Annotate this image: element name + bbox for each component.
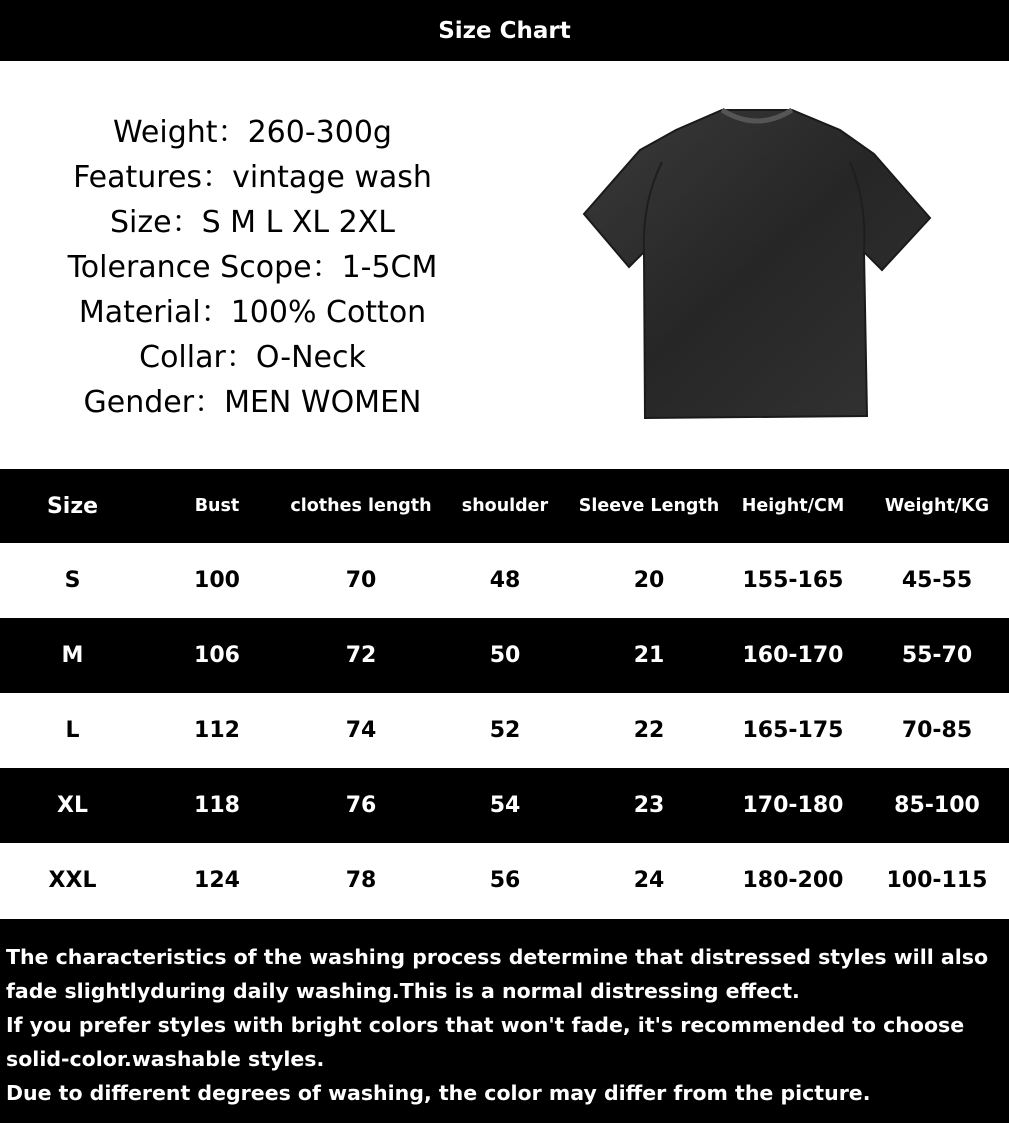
- table-cell: 78: [345, 868, 377, 893]
- spec-value: 260-300g: [247, 115, 392, 150]
- table-cell: 180-200: [742, 868, 844, 893]
- table-cell: 52: [489, 718, 521, 743]
- note-line: If you prefer styles with bright colors that won't fade, it's recommended to choose: [6, 1013, 965, 1037]
- note-line: The characteristics of the washing process determine that distressed styles will also: [6, 945, 989, 969]
- spec-value: 100% Cotton: [230, 295, 427, 330]
- spec-value: vintage wash: [232, 160, 432, 195]
- spec-label: Size：: [110, 205, 202, 240]
- table-header-row: [0, 469, 1009, 543]
- tshirt-icon: [582, 102, 932, 420]
- spec-weight: [113, 110, 392, 155]
- table-cell: XXL: [48, 868, 97, 893]
- spec-material: [79, 290, 426, 335]
- table-row: [0, 843, 1009, 918]
- spec-label: Material：: [78, 295, 231, 330]
- table-row: [0, 768, 1009, 843]
- table-cell: 124: [194, 868, 240, 893]
- table-cell: M: [61, 643, 84, 668]
- spec-value: O-Neck: [255, 340, 366, 375]
- table-cell: 72: [345, 643, 377, 668]
- spec-features: [73, 155, 432, 200]
- spec-label: Collar：: [139, 340, 256, 375]
- table-cell: 112: [194, 718, 240, 743]
- table-cell: 22: [633, 718, 665, 743]
- table-cell: 100-115: [886, 868, 988, 893]
- table-cell: 85-100: [894, 793, 980, 818]
- table-cell: 74: [345, 718, 377, 743]
- table-cell: 55-70: [901, 643, 973, 668]
- header-bar: [0, 0, 1009, 61]
- table-cell: 23: [633, 793, 665, 818]
- spec-list: [0, 110, 505, 425]
- table-cell: 170-180: [742, 793, 844, 818]
- table-cell: XL: [57, 793, 88, 818]
- spec-gender: [84, 380, 422, 425]
- spec-collar: [139, 335, 366, 380]
- header-cell: Bust: [194, 496, 240, 516]
- spec-label: Gender：: [83, 385, 225, 420]
- table-row: [0, 543, 1009, 618]
- spec-value: 1-5CM: [341, 250, 438, 285]
- table-cell: 100: [194, 568, 240, 593]
- table-row: [0, 618, 1009, 693]
- table-cell: 56: [489, 868, 521, 893]
- header-cell: clothes length: [290, 496, 432, 516]
- care-notes: [0, 919, 1009, 1123]
- table-cell: 70-85: [901, 718, 973, 743]
- table-cell: 24: [633, 868, 665, 893]
- header-cell: Height/CM: [741, 496, 845, 516]
- note-line: solid-color.washable styles.: [6, 1047, 325, 1071]
- table-cell: 118: [194, 793, 240, 818]
- spec-label: Features：: [73, 160, 233, 195]
- table-cell: 160-170: [742, 643, 844, 668]
- table-row: [0, 693, 1009, 768]
- spec-tolerance: [68, 245, 438, 290]
- table-cell: 70: [345, 568, 377, 593]
- header-cell: shoulder: [461, 496, 549, 516]
- table-cell: 165-175: [742, 718, 844, 743]
- size-table: [0, 469, 1009, 918]
- header-cell: Sleeve Length: [578, 496, 720, 516]
- table-cell: 20: [633, 568, 665, 593]
- table-cell: 21: [633, 643, 665, 668]
- table-cell: S: [64, 568, 81, 593]
- table-cell: 50: [489, 643, 521, 668]
- table-cell: 45-55: [901, 568, 973, 593]
- table-cell: 155-165: [742, 568, 844, 593]
- table-cell: 48: [489, 568, 521, 593]
- page-title: Size Chart: [438, 17, 571, 44]
- spec-size: [110, 200, 395, 245]
- header-cell: Weight/KG: [884, 496, 990, 516]
- spec-value: MEN WOMEN: [224, 385, 422, 420]
- table-cell: 54: [489, 793, 521, 818]
- note-line: Due to different degrees of washing, the color may differ from the picture.: [6, 1081, 871, 1105]
- header-cell: Size: [46, 493, 99, 519]
- note-line: fade slightlyduring daily washing.This is a normal distressing effect.: [6, 979, 800, 1003]
- table-cell: L: [65, 718, 80, 743]
- spec-label: Weight：: [113, 115, 248, 150]
- table-cell: 76: [345, 793, 377, 818]
- table-cell: 106: [194, 643, 240, 668]
- spec-value: S M L XL 2XL: [201, 205, 395, 240]
- spec-label: Tolerance Scope：: [67, 250, 342, 285]
